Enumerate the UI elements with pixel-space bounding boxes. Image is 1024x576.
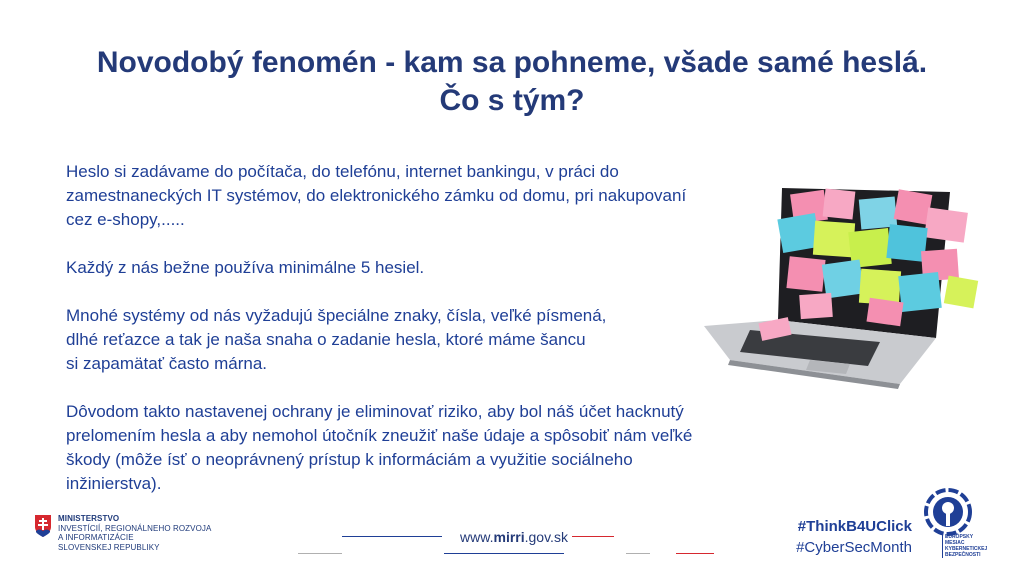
ministry-line: SLOVENSKEJ REPUBLIKY [58,542,160,552]
paragraph-reason [66,400,736,496]
text-line: Heslo si zadávame do počítača, do telefónu, internet bankingu, v práci do [66,162,619,181]
hashtag-cybersec: #CyberSecMonth [796,539,912,556]
footer-rule [342,536,442,537]
text-line: Každý z nás bežne používa minimálne 5 hesiel. [66,258,425,277]
text-line: dlhé reťazce a tak je naša snaha o zadanie hesla, ktoré máme šancu [66,330,586,349]
paragraph-count [66,256,736,280]
hashtags [796,516,912,558]
ecsm-label [942,534,987,558]
ecsm-logo [918,488,998,570]
text-line: Dôvodom takto nastavenej ochrany je eliminovať riziko, aby bol náš účet hacknutý [66,402,684,421]
text-line: zamestnaneckých IT systémov, do elektronického zámku od domu, pri nakupovaní [66,186,687,205]
ministry-line: MINISTERSTVO [58,514,120,523]
website-domain: mirri [493,529,525,545]
text-line: si zapamätať často márna. [66,354,268,373]
ministry-name [58,514,211,552]
hashtag-think: #ThinkB4UClick [797,518,912,535]
slide-title [0,44,1024,120]
ecsm-logo-icon [924,488,972,536]
text-line: prelomením hesla a aby nemohol útočník zneužiť naše údaje a spôsobiť nám veľké [66,426,693,445]
ministry-line: A INFORMATIZÁCIE [58,533,134,542]
ecsm-label-line: KYBERNETICKEJ [945,546,988,552]
paragraph-devices [66,160,736,232]
text-line: cez e-shopy,..... [66,210,185,229]
website-prefix: www. [460,529,494,545]
footer-rule [676,553,714,554]
ministry-line: INVESTÍCIÍ, REGIONÁLNEHO ROZVOJA [58,523,212,533]
text-line: Mnohé systémy od nás vyžadujú špeciálne znaky, čísla, veľké písmená, [66,306,607,325]
footer-rule [626,553,650,554]
slide-title-line-1: Novodobý fenomén - kam sa pohneme, všade samé heslá. [96,46,928,79]
slovak-coat-of-arms-icon [34,514,52,538]
ecsm-label-line: MESIAC [945,540,965,546]
ecsm-label-line: BEZPEČNOSTI [945,552,981,558]
website-link[interactable] [444,529,584,545]
text-line: inžinierstva). [66,474,162,493]
ecsm-label-line: EURÓPSKY [945,534,974,540]
slide-body [66,160,736,520]
slide-title-line-2: Čo s tým? [439,84,585,117]
ministry-logo [34,514,211,552]
text-line: škody (môže ísť o neoprávnený prístup k informáciám a využitie sociálneho [66,450,633,469]
website-suffix: .gov.sk [524,529,568,545]
footer-rule [298,553,342,554]
laptop-with-sticky-notes-icon [700,170,990,390]
footer-rule [444,553,564,554]
paragraph-requirements [66,304,736,376]
